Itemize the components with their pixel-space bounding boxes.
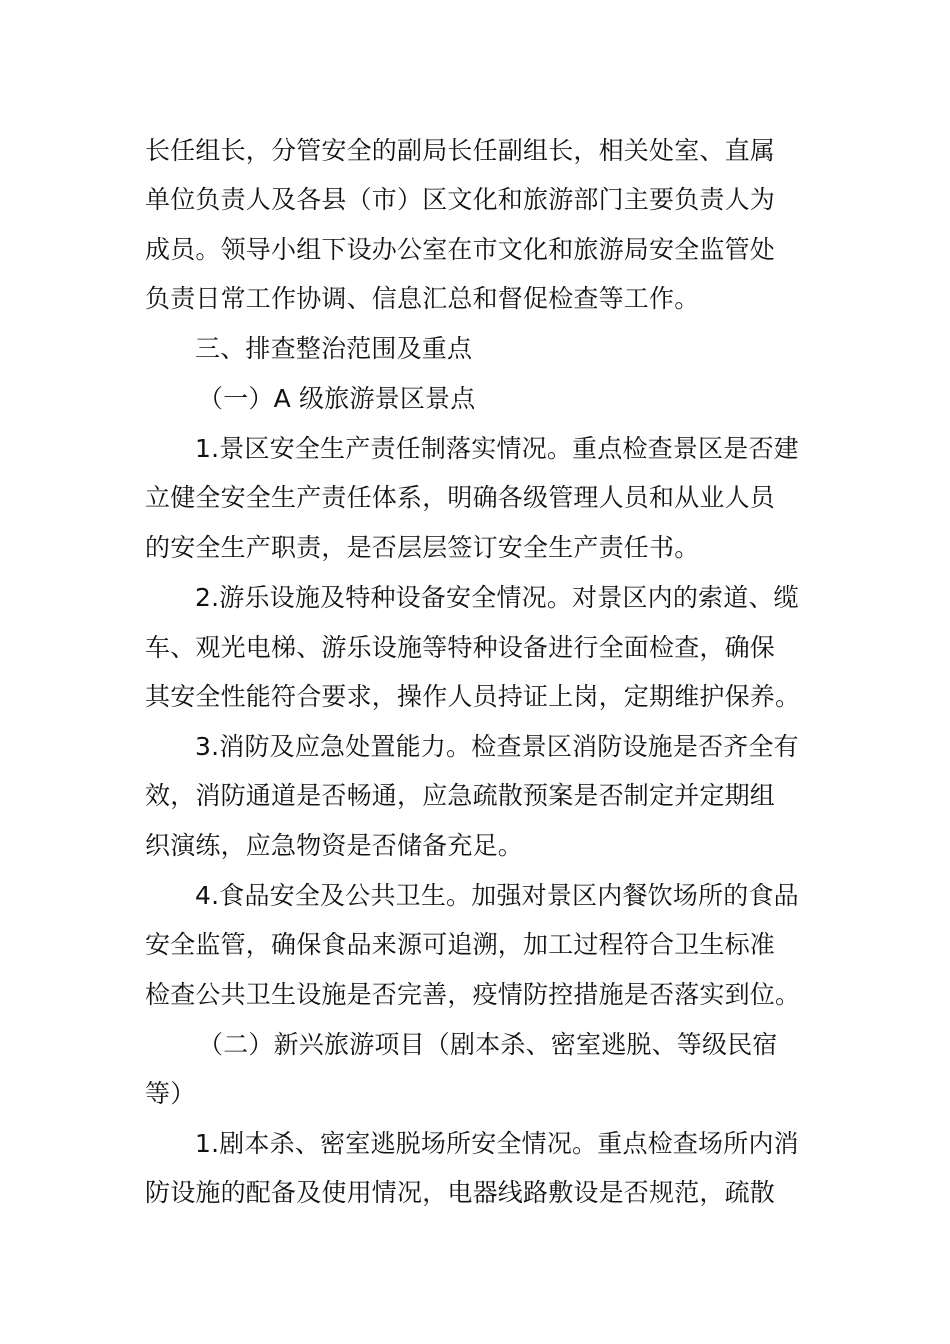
text-line: 效，消防通道是否畅通，应急疏散预案是否制定并定期组 bbox=[145, 781, 776, 810]
text-line: 防设施的配备及使用情况，电器线路敷设是否规范，疏散 bbox=[145, 1178, 776, 1207]
text-line: 3.消防及应急处置能力。检查景区消防设施是否齐全有 bbox=[195, 732, 799, 761]
subsection-heading: （二）新兴旅游项目（剧本杀、密室逃脱、等级民宿 bbox=[198, 1030, 778, 1059]
text-line: 2.游乐设施及特种设备安全情况。对景区内的索道、缆 bbox=[195, 583, 799, 612]
text-line: 成员。领导小组下设办公室在市文化和旅游局安全监管处 bbox=[145, 235, 776, 264]
text-line: 安全监管，确保食品来源可追溯，加工过程符合卫生标准 bbox=[145, 930, 776, 959]
text-line: 的安全生产职责，是否层层签订安全生产责任书。 bbox=[145, 533, 700, 562]
text-line: 立健全安全生产责任体系，明确各级管理人员和从业人员 bbox=[145, 483, 776, 512]
text-line: 车、观光电梯、游乐设施等特种设备进行全面检查，确保 bbox=[145, 633, 776, 662]
text-line: 4.食品安全及公共卫生。加强对景区内餐饮场所的食品 bbox=[195, 881, 799, 910]
text-line: 1.景区安全生产责任制落实情况。重点检查景区是否建 bbox=[195, 434, 799, 463]
text-line: 负责日常工作协调、信息汇总和督促检查等工作。 bbox=[145, 284, 700, 313]
text-line: 其安全性能符合要求，操作人员持证上岗，定期维护保养。 bbox=[145, 682, 801, 711]
text-line: 等） bbox=[145, 1079, 196, 1108]
text-line: 1.剧本杀、密室逃脱场所安全情况。重点检查场所内消 bbox=[195, 1129, 799, 1158]
text-line: 检查公共卫生设施是否完善，疫情防控措施是否落实到位。 bbox=[145, 980, 801, 1009]
subsection-heading: （一）A 级旅游景区景点 bbox=[198, 384, 476, 413]
section-heading: 三、排查整治范围及重点 bbox=[195, 334, 473, 363]
text-line: 织演练，应急物资是否储备充足。 bbox=[145, 831, 524, 860]
text-line: 长任组长，分管安全的副局长任副组长，相关处室、直属 bbox=[145, 136, 776, 165]
text-line: 单位负责人及各县（市）区文化和旅游部门主要负责人为 bbox=[145, 185, 776, 214]
